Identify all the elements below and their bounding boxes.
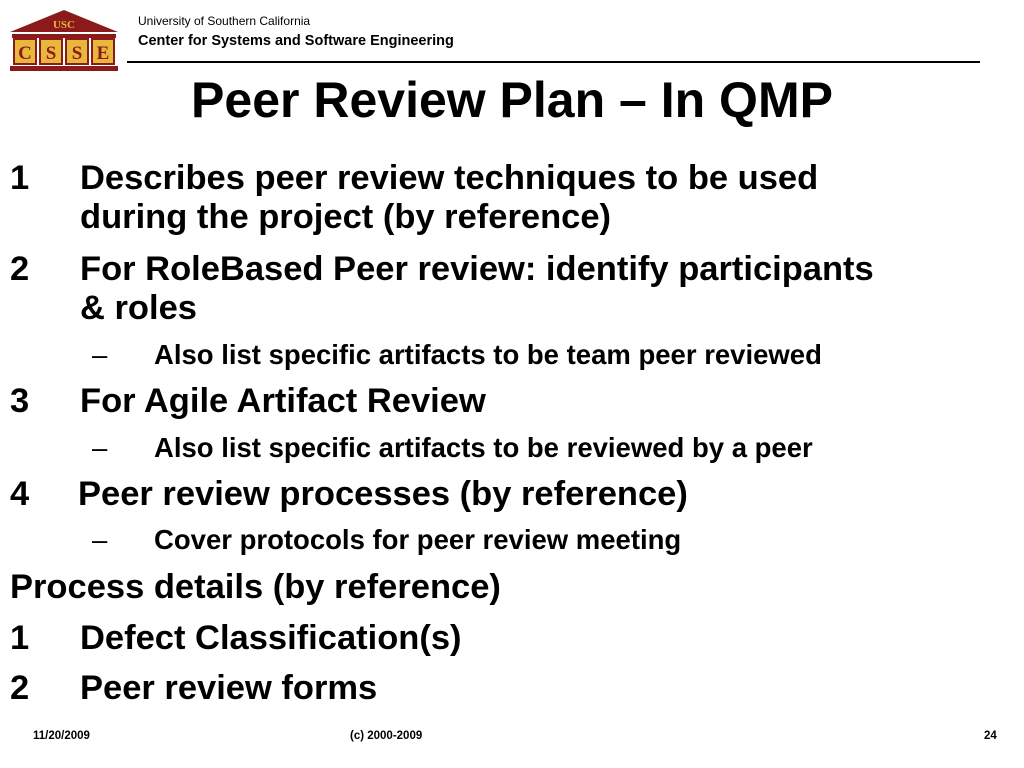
sub-item-text: Also list specific artifacts to be reviewed by a peer xyxy=(154,432,813,463)
dash-bullet: – xyxy=(92,432,108,463)
item-number: 1 xyxy=(10,159,30,197)
footer-copyright: (c) 2000-2009 xyxy=(350,730,423,742)
org-name-line1: University of Southern California xyxy=(138,14,311,28)
footer-date: 11/20/2009 xyxy=(33,730,90,742)
section-heading: Process details (by reference) xyxy=(10,568,501,606)
dash-bullet: – xyxy=(92,339,108,370)
logo-letter-c: C xyxy=(18,43,32,64)
item-number: 2 xyxy=(10,250,30,288)
item-text: For RoleBased Peer review: identify participants xyxy=(80,250,874,288)
dash-bullet: – xyxy=(92,524,108,555)
item-number: 4 xyxy=(10,475,30,513)
csse-logo xyxy=(8,8,120,74)
item-text: Describes peer review techniques to be used xyxy=(80,159,819,197)
item-number: 2 xyxy=(10,669,30,707)
item-text: Defect Classification(s) xyxy=(80,619,462,657)
slide-title: Peer Review Plan – In QMP xyxy=(191,72,833,128)
item-number: 3 xyxy=(10,382,30,420)
list-item-2-continued: & roles xyxy=(80,289,197,327)
item-text: Peer review forms xyxy=(80,669,378,707)
logo-letter-s2: S xyxy=(71,43,83,64)
header-divider xyxy=(127,61,980,63)
logo-letter-s: S xyxy=(45,43,57,64)
list-item-1-continued: during the project (by reference) xyxy=(80,198,612,236)
item-number: 1 xyxy=(10,619,30,657)
org-name-line2: Center for Systems and Software Engineering xyxy=(138,33,454,49)
logo-top-text: USC xyxy=(52,19,76,31)
sub-item-text: Also list specific artifacts to be team peer reviewed xyxy=(154,339,822,370)
footer-page-number: 24 xyxy=(984,730,997,742)
logo-letter-e: E xyxy=(96,43,110,64)
sub-item-text: Cover protocols for peer review meeting xyxy=(154,524,682,555)
item-text: Peer review processes (by reference) xyxy=(78,475,688,513)
item-text: For Agile Artifact Review xyxy=(80,382,486,420)
